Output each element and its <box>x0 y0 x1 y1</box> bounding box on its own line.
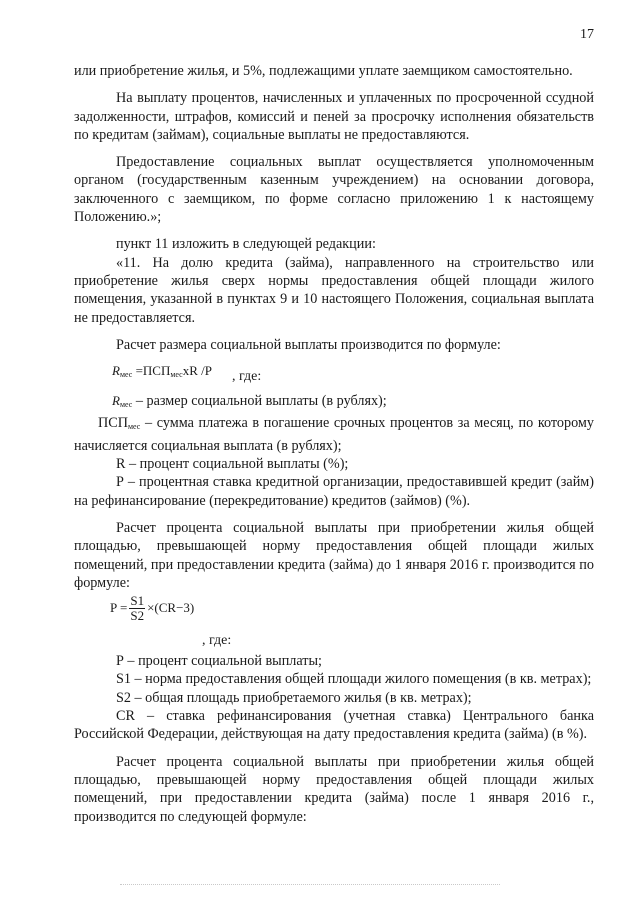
definition-p-percent: Р – процент социальной выплаты; <box>116 653 322 670</box>
formula-social-payment <box>74 354 594 392</box>
paragraph-calc-after-2016: Расчет процента социальной выплаты при приобретении жилья общей площадью, превышающей норму предоставления общей площади жилых помещений, при предоставлении кредита (займа) после 1 января 2016 г., производится по следующей формуле: <box>74 753 594 825</box>
definition-psp-month: $ПСП_{мес}$ – сумма платежа в погашение срочных процентов за месяц, по которому начисляется социальная выплата (в рублях); <box>74 415 594 454</box>
formula-fraction: $\frac{S1}{S2}$ <box>130 593 145 624</box>
definition-cr: CR – ставка рефинансирования (учетная ставка) Центрального банка Российской Федерации, действующая на дату предоставления кредита (займа) (в %). <box>74 708 594 743</box>
formula-percent-before-2016 <box>74 592 594 652</box>
definition-r-percent: R – процент социальной выплаты (%); <box>116 456 349 473</box>
paragraph-point-11: пункт 11 изложить в следующей редакции: <box>116 236 376 253</box>
formula-expression-2: P = $\frac{S1}{S2}$ ×(CR−3) <box>110 593 195 624</box>
formula-expression: $R_{мес} =ПСП_{мес}xR$ /P <box>112 363 212 380</box>
paragraph-penalties: На выплату процентов, начисленных и уплаченных по просроченной ссудной задолженности, штрафов, комиссий и пеней за просрочку исполнения обязательств по кредитам (займам), социальные выплаты не предоставляются. <box>74 90 594 143</box>
page-number: 17 <box>580 27 594 42</box>
document-body <box>74 62 594 826</box>
formula-where-2: , где: <box>202 633 232 649</box>
definition-r-month: $R_{мес}$ – размер социальной выплаты (в рублях); <box>112 393 387 410</box>
definition-s1: S1 – норма предоставления общей площади жилого помещения (в кв. метрах); <box>116 671 592 688</box>
paragraph-calc-before-2016: Расчет процента социальной выплаты при приобретении жилья общей площадью, превышающей норму предоставления общей площади жилых помещений, при предоставлении кредита (займа) до 1 января 2016 г. производится по формуле: <box>74 519 594 591</box>
definition-s2: S2 – общая площадь приобретаемого жилья (в кв. метрах); <box>116 689 472 706</box>
definition-p-rate: Р – процентная ставка кредитной организации, предоставившей кредит (займ) на рефинансирование (перекредитование) кредитов (займов) (%). <box>74 474 594 509</box>
paragraph-clause-11: «11. На долю кредита (займа), направленного на строительство или приобретение жилья сверх нормы предоставления общей площади жилого помещения, указанной в пунктах 9 и 10 настоящего Положения, социальная выплата не предоставляется. <box>74 254 594 326</box>
formula-where: , где: <box>232 369 262 385</box>
scan-artifact-line <box>120 884 500 891</box>
paragraph-provision: Предоставление социальных выплат осуществляется уполномоченным органом (государственным казенным учреждением) на основании договора, заключенного с заемщиком, по форме согласно приложению 1 к настоящему Положению.»; <box>74 154 594 226</box>
paragraph-continuation: или приобретение жилья, и 5%, подлежащими уплате заемщиком самостоятельно. <box>74 63 573 79</box>
paragraph-formula-intro: Расчет размера социальной выплаты производится по формуле: <box>116 336 501 353</box>
